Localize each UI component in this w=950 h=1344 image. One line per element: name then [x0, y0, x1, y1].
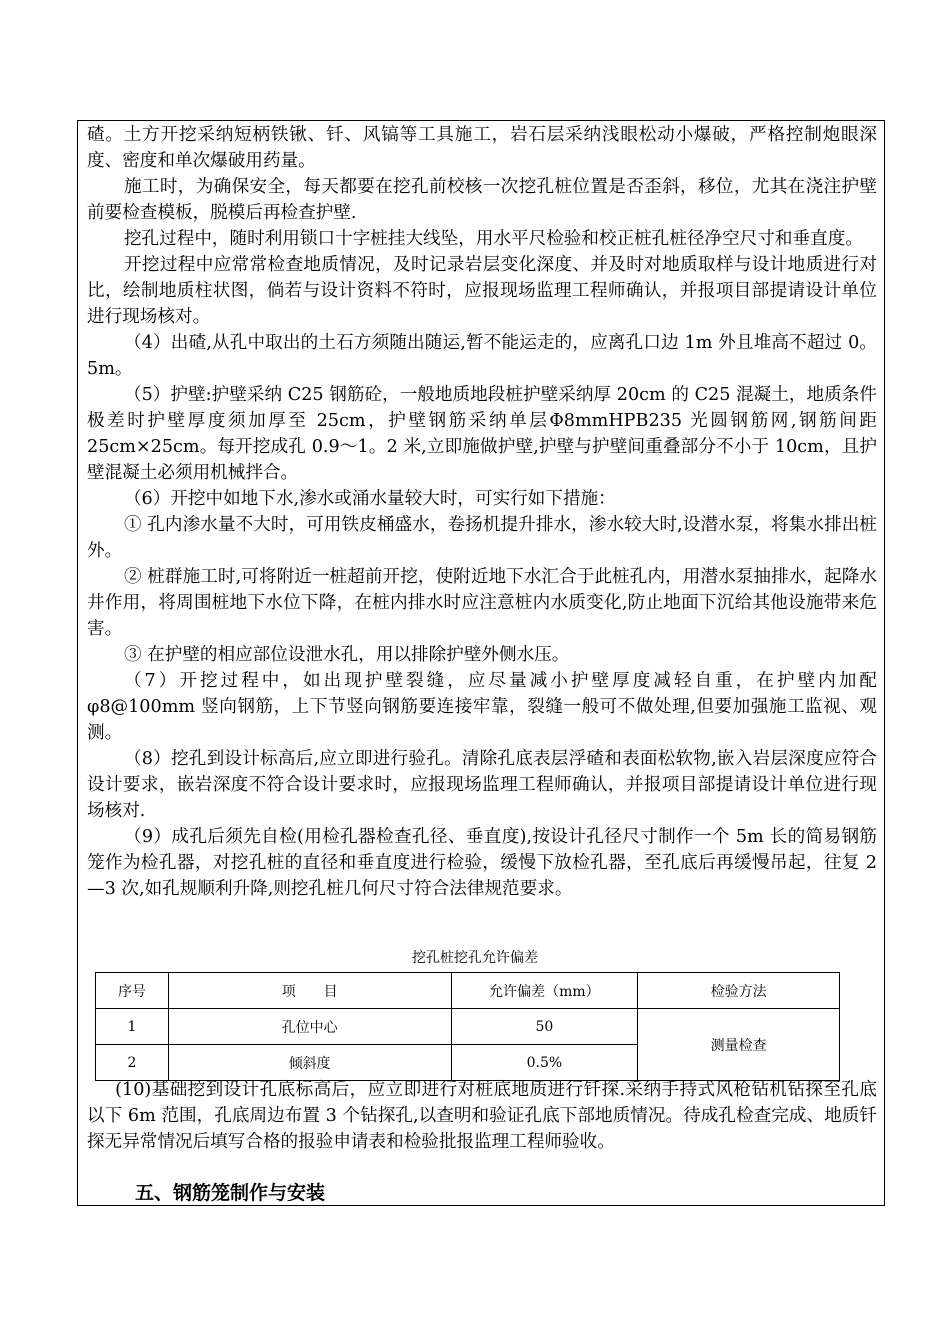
cell-no: 2	[96, 1045, 169, 1081]
paragraph: 挖孔过程中，随时利用锁口十字桩挂大线坠，用水平尺检验和校正桩孔桩径净空尺寸和垂直度。	[123, 229, 863, 249]
paragraph: ① 孔内渗水量不大时，可用铁皮桶盛水，卷扬机提升排水，渗水较大时,设潜水泵，将集水排出桩外。	[87, 515, 877, 561]
cell-method: 测量检查	[638, 1009, 840, 1081]
header-cell-method: 检验方法	[638, 973, 840, 1009]
paragraph: （8）挖孔到设计标高后,应立即进行验孔。清除孔底表层浮碴和表面松软物,嵌入岩层深度应符合设计要求，嵌岩深度不符合设计要求时，应报现场监理工程师确认，并报项目部提请设计单位进行现场核对.	[87, 749, 877, 821]
header-cell-no: 序号	[96, 973, 169, 1009]
cell-no: 1	[96, 1009, 169, 1045]
table-title: 挖孔桩挖孔允许偏差	[412, 950, 538, 966]
paragraph: ② 桩群施工时,可将附近一桩超前开挖，使附近地下水汇合于此桩孔内，用潜水泵抽排水，起降水井作用，将周围桩地下水位下降，在桩内排水时应注意桩内水质变化,防止地面下沉给其他设施带来危害。	[87, 567, 877, 639]
paragraph: 施工时，为确保安全，每天都要在挖孔前校核一次挖孔桩位置是否歪斜，移位，尤其在浇注护壁前要检查模板，脱模后再检查护壁.	[87, 177, 877, 223]
paragraph: 开挖过程中应常常检查地质情况，及时记录岩层变化深度、并及时对地质取样与设计地质进行对比，绘制地质柱状图，倘若与设计资料不符时，应报现场监理工程师确认，并报项目部提请设计单位进行现场核对。	[87, 255, 877, 327]
tolerance-table	[95, 972, 840, 1081]
paragraph: （6）开挖中如地下水,渗水或涌水量较大时，可实行如下措施：	[123, 489, 616, 509]
cell-tolerance: 50	[451, 1009, 638, 1045]
cell-tolerance: 0.5%	[451, 1045, 638, 1081]
header-cell-tolerance: 允许偏差（mm）	[451, 973, 638, 1009]
paragraph: 碴。土方开挖采纳短柄铁锹、钎、风镐等工具施工，岩石层采纳浅眼松动小爆破，严格控制炮眼深度、密度和单次爆破用药量。	[87, 125, 877, 171]
paragraph: ③ 在护壁的相应部位设泄水孔，用以排除护壁外侧水压。	[123, 645, 570, 665]
paragraph: （9）成孔后须先自检(用检孔器检查孔径、垂直度),按设计孔径尺寸制作一个 5m 长的简易钢筋笼作为检孔器，对挖孔桩的直径和垂直度进行检验，缓慢下放检孔器，至孔底后再缓慢吊起，往复 2—3 次,如孔规顺利升降,则挖孔桩几何尺寸符合法律规范要求。	[87, 827, 877, 899]
cell-item: 孔位中心	[168, 1009, 451, 1045]
cell-item: 倾斜度	[168, 1045, 451, 1081]
section-heading: 五、钢筋笼制作与安装	[135, 1182, 326, 1204]
document-body	[87, 122, 877, 902]
table-row	[96, 1009, 840, 1045]
header-cell-item: 项 目	[168, 973, 451, 1009]
paragraph: （5）护壁:护壁采纳 C25 钢筋砼，一般地质地段桩护壁采纳厚 20cm 的 C25 混凝土，地质条件极差时护壁厚度须加厚至 25cm，护壁钢筋采纳单层Φ8mmHPB235 光圆钢筋网,钢筋间距 25cm×25cm。每开挖成孔 0.9～1。2 米,立即施做护壁,护壁与护壁间重叠部分不小于 10cm，且护壁混凝土必须用机械拌合。	[87, 385, 877, 483]
table-header-row	[96, 973, 840, 1009]
paragraph: (10)基础挖到设计孔底标高后，应立即进行对桩底地质进行钎探.采纳手持式风枪钻机钻探至孔底以下 6m 范围，孔底周边布置 3 个钻探孔,以查明和验证孔底下部地质情况。待成孔检查完成、地质钎探无异常情况后填写合格的报验申请表和检验批报监理工程师验收。	[87, 1080, 877, 1152]
paragraph: （4）出碴,从孔中取出的土石方须随出随运,暂不能运走的，应离孔口边 1m 外且堆高不超过 0。5m。	[87, 333, 877, 379]
post-table-section	[87, 1077, 877, 1155]
paragraph: （7）开挖过程中，如出现护壁裂缝，应尽量减小护壁厚度减轻自重，在护壁内加配 φ8@100mm 竖向钢筋，上下节竖向钢筋要连接牢靠，裂缝一般可不做处理,但要加强施工监视、观测。	[87, 671, 877, 743]
